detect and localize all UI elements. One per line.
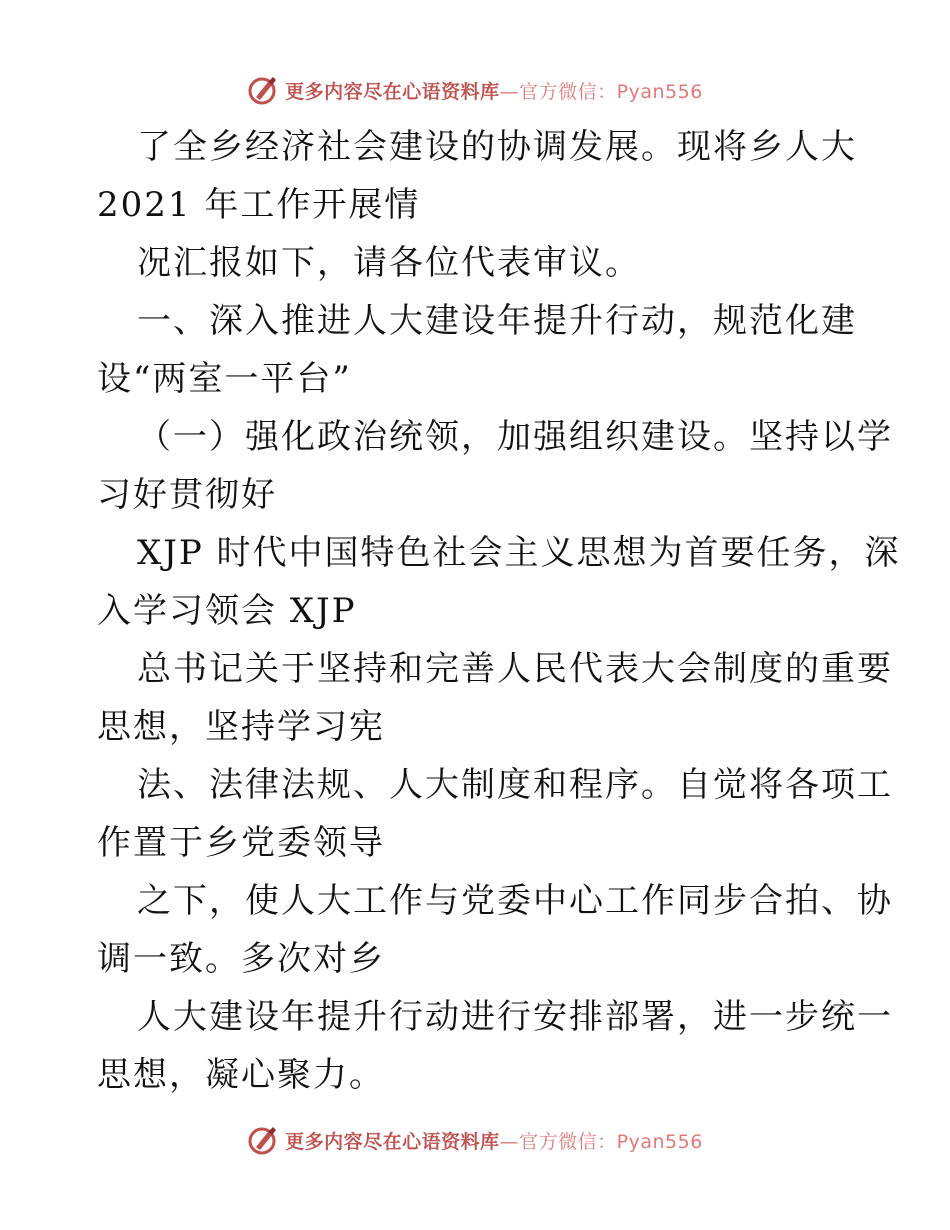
watermark-text: 更多内容尽在心语资料库—官方微信：Pyan556 — [285, 1130, 703, 1153]
text-line: 了全乡经济社会建设的协调发展。现将乡人大 — [137, 127, 857, 167]
text-line: 之下，使人大工作与党委中心工作同步合拍、协 — [137, 881, 893, 921]
text-line: 人大建设年提升行动进行安排部署，进一步统一 — [137, 997, 893, 1037]
text-line: 总书记关于坚持和完善人民代表大会制度的重要 — [137, 649, 893, 689]
text-line: 作置于乡党委领导 — [97, 823, 385, 863]
text-line: XJP 时代中国特色社会主义思想为首要任务，深 — [137, 533, 901, 573]
text-line: 况汇报如下，请各位代表审议。 — [137, 243, 641, 283]
text-line: 习好贯彻好 — [97, 475, 277, 515]
section-heading-line: 设“两室一平台” — [97, 359, 352, 399]
text-line: （一）强化政治统领，加强组织建设。坚持以学 — [137, 417, 893, 457]
pen-logo-icon — [247, 74, 279, 106]
text-line: 2021 年工作开展情 — [97, 185, 421, 225]
header-watermark — [0, 70, 950, 110]
text-line: 法、法律法规、人大制度和程序。自觉将各项工 — [137, 765, 893, 805]
text-line: 思想，坚持学习宪 — [97, 707, 385, 747]
text-line: 入学习领会 XJP — [97, 591, 357, 631]
footer-watermark — [0, 1120, 950, 1160]
text-line: 调一致。多次对乡 — [97, 939, 385, 979]
watermark-text: 更多内容尽在心语资料库—官方微信：Pyan556 — [285, 80, 703, 103]
section-heading-line: 一、深入推进人大建设年提升行动，规范化建 — [137, 301, 857, 341]
text-line: 思想，凝心聚力。 — [97, 1055, 385, 1095]
pen-logo-icon — [247, 1124, 279, 1156]
document-body — [97, 118, 901, 1104]
